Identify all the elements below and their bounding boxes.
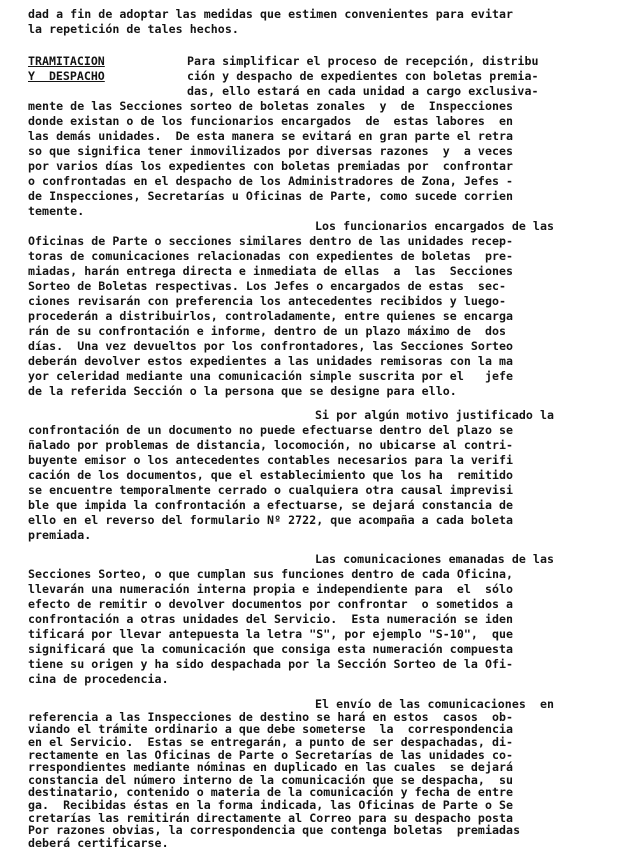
paragraph-1-line: o confrontadas en el despacho de los Administradores de Zona, Jefes - [28,174,514,188]
paragraph-4-line: tiene su origen y ha sido despachada por la Sección Sorteo de la Ofi- [28,657,514,671]
section-heading-line2: Y DESPACHO [28,69,105,83]
paragraph-3-line: cación de los documentos, que el establecimiento que los ha remitido [28,468,514,482]
paragraph-2-line: Oficinas de Parte o secciones similares dentro de las unidades recep- [28,234,514,248]
paragraph-5-line: rrespondientes mediante nóminas en duplicado en las cuales se dejará [28,760,514,775]
paragraph-4-line: confrontación a otras unidades del Servicio. Esta numeración se iden [28,612,514,626]
paragraph-3-line: ñalado por problemas de distancia, locomoción, no ubicarse al contri- [28,438,514,452]
paragraph-1-line: de Inspecciones, Secretarías u Oficinas de Parte, como sucede corrien [28,189,514,203]
paragraph-1-line: temente. [28,204,85,218]
paragraph-5-line: ga. Recibidas éstas en la forma indicada, las Oficinas de Parte o Se [28,798,514,813]
paragraph-1-line: Para simplificar el proceso de recepción, distribu [187,54,539,68]
paragraph-1-line: das, ello estará en cada unidad a cargo exclusiva- [187,84,539,98]
paragraph-2-line: de la referida Sección o la persona que se designe para ello. [28,384,457,398]
paragraph-2-line: miadas, harán entrega directa e inmediata de ellas a las Secciones [28,264,514,278]
paragraph-5-line: Por razones obvias, la correspondencia que contenga boletas premiadas [28,823,521,838]
paragraph-5-line: El envío de las comunicaciones en [315,697,555,711]
paragraph-1-line: donde existan o de los funcionarios encargados de estas labores en [28,114,514,128]
paragraph-5-line: referencia a las Inspecciones de destino se hará en estos casos ob- [28,709,514,724]
intro-line: dad a fin de adoptar las medidas que estimen convenientes para evitar [28,7,514,21]
paragraph-4-line: significará que la comunicación que consiga esta numeración compuesta [28,642,514,656]
paragraph-4-line: tificará por llevar antepuesta la letra "S", por ejemplo "S-10", que [28,627,514,641]
paragraph-2-line: Los funcionarios encargados de las [315,219,555,233]
paragraph-4-line: cina de procedencia. [28,672,169,686]
paragraph-1-line: so que significa tener inmovilizados por diversas razones y a veces [28,144,514,158]
paragraph-2-line: toras de comunicaciones relacionadas con expedientes de boletas pre- [28,249,514,263]
paragraph-1-line: por varios días los expedientes con boletas premiadas por confrontar [28,159,514,173]
paragraph-2-line: procederán a distribuirlos, controladamente, entre quienes se encarga [28,309,514,323]
paragraph-2-line: rán de su confrontación e informe, dentro de un plazo máximo de dos [28,324,507,338]
paragraph-3-line: premiada. [28,528,92,542]
paragraph-3-line: Si por algún motivo justificado la [315,408,555,422]
section-heading-line1: TRAMITACION [28,54,105,68]
paragraph-3-line: confrontación de un documento no puede efectuarse dentro del plazo se [28,423,514,437]
paragraph-1-line: las demás unidades. De esta manera se evitará en gran parte el retra [28,129,514,143]
paragraph-1-line: ción y despacho de expedientes con boletas premia- [187,69,539,83]
paragraph-2-line: días. Una vez devueltos por los confrontadores, las Secciones Sorteo [28,339,514,353]
paragraph-3-line: buyente emisor o los antecedentes contables necesarios para la verifi [28,453,514,467]
paragraph-5-line: viando el trámite ordinario a que debe someterse la correspondencia [28,722,514,737]
paragraph-2-line: ciones revisarán con preferencia los antecedentes recibidos y luego- [28,294,507,308]
paragraph-3-line: se encuentre temporalmente cerrado o cualquiera otra causal imprevisi [28,483,514,497]
paragraph-3-line: ble que impida la confrontación a efectuarse, se dejará constancia de [28,498,514,512]
paragraph-3-line: ello en el reverso del formulario Nº 2722, que acompaña a cada boleta [28,513,514,527]
paragraph-5-line: constancia del número interno de la comunicación que se despacha, su [28,772,514,787]
intro-line: la repetición de tales hechos. [28,22,239,36]
paragraph-4-line: llevarán una numeración interna propia e independiente para el sólo [28,582,514,596]
paragraph-2-line: deberán devolver estos expedientes a las unidades remisoras con la ma [28,354,514,368]
paragraph-5-line: rectamente en las Oficinas de Parte o Secretarías de las unidades co- [28,747,514,762]
paragraph-2-line: yor celeridad mediante una comunicación simple suscrita por el jefe [28,369,514,383]
paragraph-4-line: Secciones Sorteo, o que cumplan sus funciones dentro de cada Oficina, [28,567,514,581]
paragraph-5-line: cretarías las remitirán directamente al Correo para su despacho posta [28,810,514,825]
paragraph-5-line: destinatario, contenido o materia de la comunicación y fecha de entre [28,785,514,800]
paragraph-1-line: mente de las Secciones sorteo de boletas zonales y de Inspecciones [28,99,514,113]
paragraph-4-line: efecto de remitir o devolver documentos por confrontar o sometidos a [28,597,514,611]
paragraph-5-line: deberá certificarse. [28,836,169,850]
paragraph-5-line: en el Servicio. Estas se entregarán, a punto de ser despachadas, di- [28,734,514,749]
paragraph-4-line: Las comunicaciones emanadas de las [315,552,555,566]
paragraph-2-line: Sorteo de Boletas respectivas. Los Jefes o encargados de estas sec- [28,279,507,293]
